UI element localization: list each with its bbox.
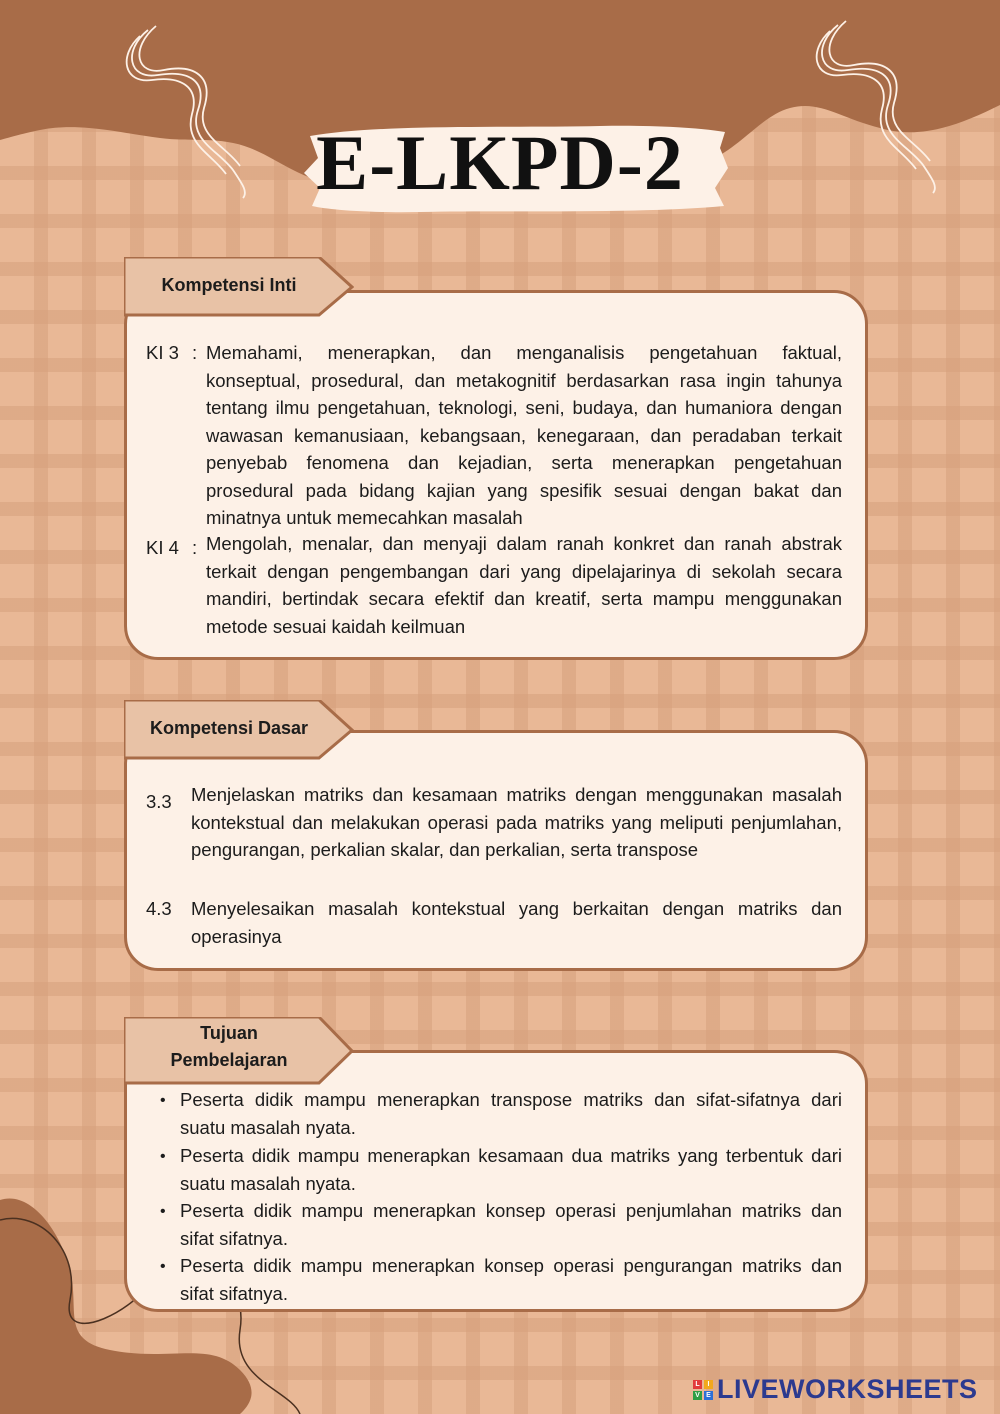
tujuan-item-1: Peserta didik mampu menerapkan transpose matriks dan sifat-sifatnya dari suatu masalah nyata.: [180, 1089, 842, 1138]
ki3-label: KI 3: [146, 342, 179, 363]
ki4-label: KI 4: [146, 537, 179, 558]
tujuan-tab: [124, 1017, 354, 1085]
ki3-text: Memahami, menerapkan, dan menganalisis pengetahuan faktual, konseptual, prosedural, dan metakognitif berdasarkan rasa ingin tahunya tentang ilmu pengetahuan, teknologi, seni, budaya, dan humaniora dengan wawasan kemanusiaan, kebangsaan, kenegaraan, dan peradaban terkait penyebab fenomena dan kejadian, serta menerapkan pengetahuan prosedural pada bidang kajian yang spesifik sesuai dengan bakat dan minatnya untuk memecahkan masalah: [206, 342, 842, 528]
kompetensi-dasar-tab: [124, 700, 354, 760]
kd-3-3-label: 3.3: [146, 791, 172, 812]
tujuan-bullet-1: •: [160, 1092, 166, 1109]
tujuan-item-4: Peserta didik mampu menerapkan konsep operasi pengurangan matriks dan sifat sifatnya.: [180, 1255, 842, 1304]
kd-4-3-label: 4.3: [146, 898, 172, 919]
kompetensi-inti-tab: [124, 257, 354, 317]
tujuan-heading-line2: Pembelajaran: [170, 1050, 288, 1070]
page-title: E-LKPD-2: [316, 119, 684, 206]
kd-3-3-text: Menjelaskan matriks dan kesamaan matriks dengan menggunakan masalah kontekstual dan melakukan operasi pada matriks yang meliputi penjumlahan, pengurangan, perkalian skalar, dan perkalian, serta transpose: [191, 784, 842, 860]
tujuan-item-3: Peserta didik mampu menerapkan konsep operasi penjumlahan matriks dan sifat sifatnya.: [180, 1200, 842, 1249]
tujuan-item-2: Peserta didik mampu menerapkan kesamaan dua matriks yang terbentuk dari suatu masalah nyata.: [180, 1145, 842, 1194]
liveworksheets-wordmark: LIVEWORKSHEETS: [717, 1374, 978, 1404]
kompetensi-dasar-heading: Kompetensi Dasar: [149, 718, 309, 738]
tujuan-bullet-2: •: [160, 1148, 166, 1165]
kompetensi-inti-heading: Kompetensi Inti: [161, 275, 297, 295]
liveworksheets-brand[interactable]: [692, 1374, 978, 1405]
tujuan-bullet-4: •: [160, 1258, 166, 1275]
tujuan-heading-line1: Tujuan: [200, 1023, 258, 1043]
ki4-text: Mengolah, menalar, dan menyaji dalam ranah konkret dan ranah abstrak terkait dengan pengembangan dari yang dipelajarinya di sekolah secara mandiri, bertindak secara efektif dan kreatif, serta mampu menggunakan metode sesuai kaidah keilmuan: [206, 533, 842, 637]
liveworksheets-logo-icon: L I V E: [692, 1379, 714, 1401]
ki3-separator: :: [192, 342, 198, 363]
tujuan-bullet-3: •: [160, 1203, 166, 1220]
kd-4-3-text: Menyelesaikan masalah kontekstual yang berkaitan dengan matriks dan operasinya: [191, 898, 842, 947]
ki4-separator: :: [192, 537, 198, 558]
